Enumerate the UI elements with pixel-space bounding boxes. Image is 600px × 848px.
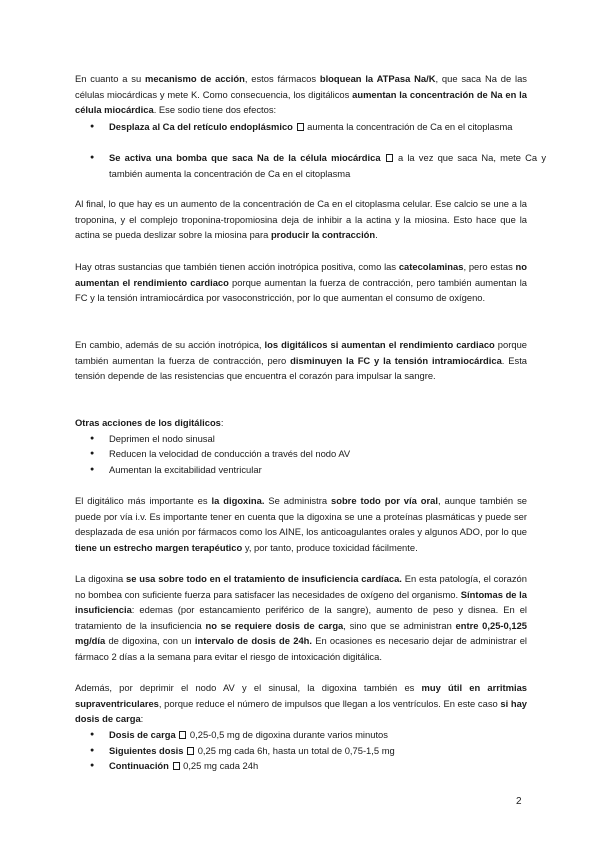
paragraph-digitalis-performance: En cambio, además de su acción inotrópica, los digitálicos si aumentan el rendimiento cardiaco porque también aumentan la fuerza de contracción, pero disminuyen la FC y la tensión intramiocárdica. Esta tensión depende de las resistencias que encuentra el corazón para impulsar la sangre. (75, 339, 528, 382)
arrow-glyph-icon (173, 762, 180, 770)
dose-list-item: ● Siguientes dosis 0,25 mg cada 6h, hasta un total de 0,75-1,5 mg (90, 743, 546, 759)
page-number: 2 (516, 796, 522, 807)
bullet-item: ● Desplaza al Ca del retículo endoplásmico aumenta la concentración de Ca en el citoplasma (90, 119, 546, 135)
arrow-glyph-icon (179, 731, 186, 739)
paragraph-arrhythmias: Además, por deprimir el nodo AV y el sinusal, la digoxina también es muy útil en arritmias supraventriculares, porque reduce el número de impulsos que llegan a los ventrículos. En este caso si hay dosis de carga: (75, 682, 527, 725)
arrow-glyph-icon (187, 747, 194, 755)
dose-list-item: ● Dosis de carga 0,25-0,5 mg de digoxina durante varios minutos (90, 727, 546, 743)
bullet-item: ● Se activa una bomba que saca Na de la célula miocárdica a la vez que saca Na, mete Ca y también aumenta la concentración de Ca en el citoplasma (90, 150, 546, 181)
section-heading-other-actions: Otras acciones de los digitálicos: (75, 417, 224, 428)
arrow-glyph-icon (297, 123, 304, 131)
paragraph-heart-failure: La digoxina se usa sobre todo en el tratamiento de insuficiencia cardíaca. En esta patología, el corazón no bombea con suficiente fuerza para satisfacer las necesidades de oxígeno del organismo. Síntomas de la insuficiencia: edemas (por estancamiento periférico de la sangre), aumento de peso y disnea. En el tratamiento de la insuficiencia no se requiere dosis de carga, sino que se administran entre 0,25-0,125 mg/día de digoxina, con un intervalo de dosis de 24h. En ocasiones es necesario dejar de administrar el fármaco 2 días a la semana para evitar el riesgo de intoxicación digitálica. (75, 573, 528, 662)
dose-list-item: ● Continuación 0,25 mg cada 24h (90, 758, 546, 774)
list-item: ● Reducen la velocidad de conducción a través del nodo AV (90, 446, 546, 462)
paragraph-catecholamines: Hay otras sustancias que también tienen acción inotrópica positiva, como las catecolaminas, pero estas no aumentan el rendimiento cardiaco porque aumentan la fuerza de contracción, pero también aumentan la FC y la tensión intramiocárdica por vasoconstricción, por lo que aumentan el consumo de oxígeno. (75, 261, 528, 304)
list-item: ● Aumentan la excitabilidad ventricular (90, 462, 546, 478)
arrow-glyph-icon (386, 154, 393, 162)
paragraph-mechanism: En cuanto a su mecanismo de acción, estos fármacos bloquean la ATPasa Na/K, que saca Na de las células miocárdicas y mete K. Como consecuencia, los digitálicos aumentan la concentración de Na en la célula miocárdica. Ese sodio tiene dos efectos: (75, 73, 527, 116)
paragraph-digoxin: El digitálico más importante es la digoxina. Se administra sobre todo por vía oral, aunque también se puede por vía i.v. Es importante tener en cuenta que la digoxina se une a proteínas plasmáticas y puede ser desplazada de esa unión por fármacos como los AINE, los anticoagulantes orales y algunos ADO, por lo que tiene un estrecho margen terapéutico y, por tanto, produce toxicidad fácilmente. (75, 495, 527, 553)
list-item: ● Deprimen el nodo sinusal (90, 431, 546, 447)
paragraph-calcium: Al final, lo que hay es un aumento de la concentración de Ca en el citoplasma celular. Ese calcio se une a la troponina, y el complejo troponina-tropomiosina deja de inhibir a la actina y la miosina. Esto hace que la actina se pueda deslizar sobre la miosina para producir la contracción. (75, 198, 527, 241)
